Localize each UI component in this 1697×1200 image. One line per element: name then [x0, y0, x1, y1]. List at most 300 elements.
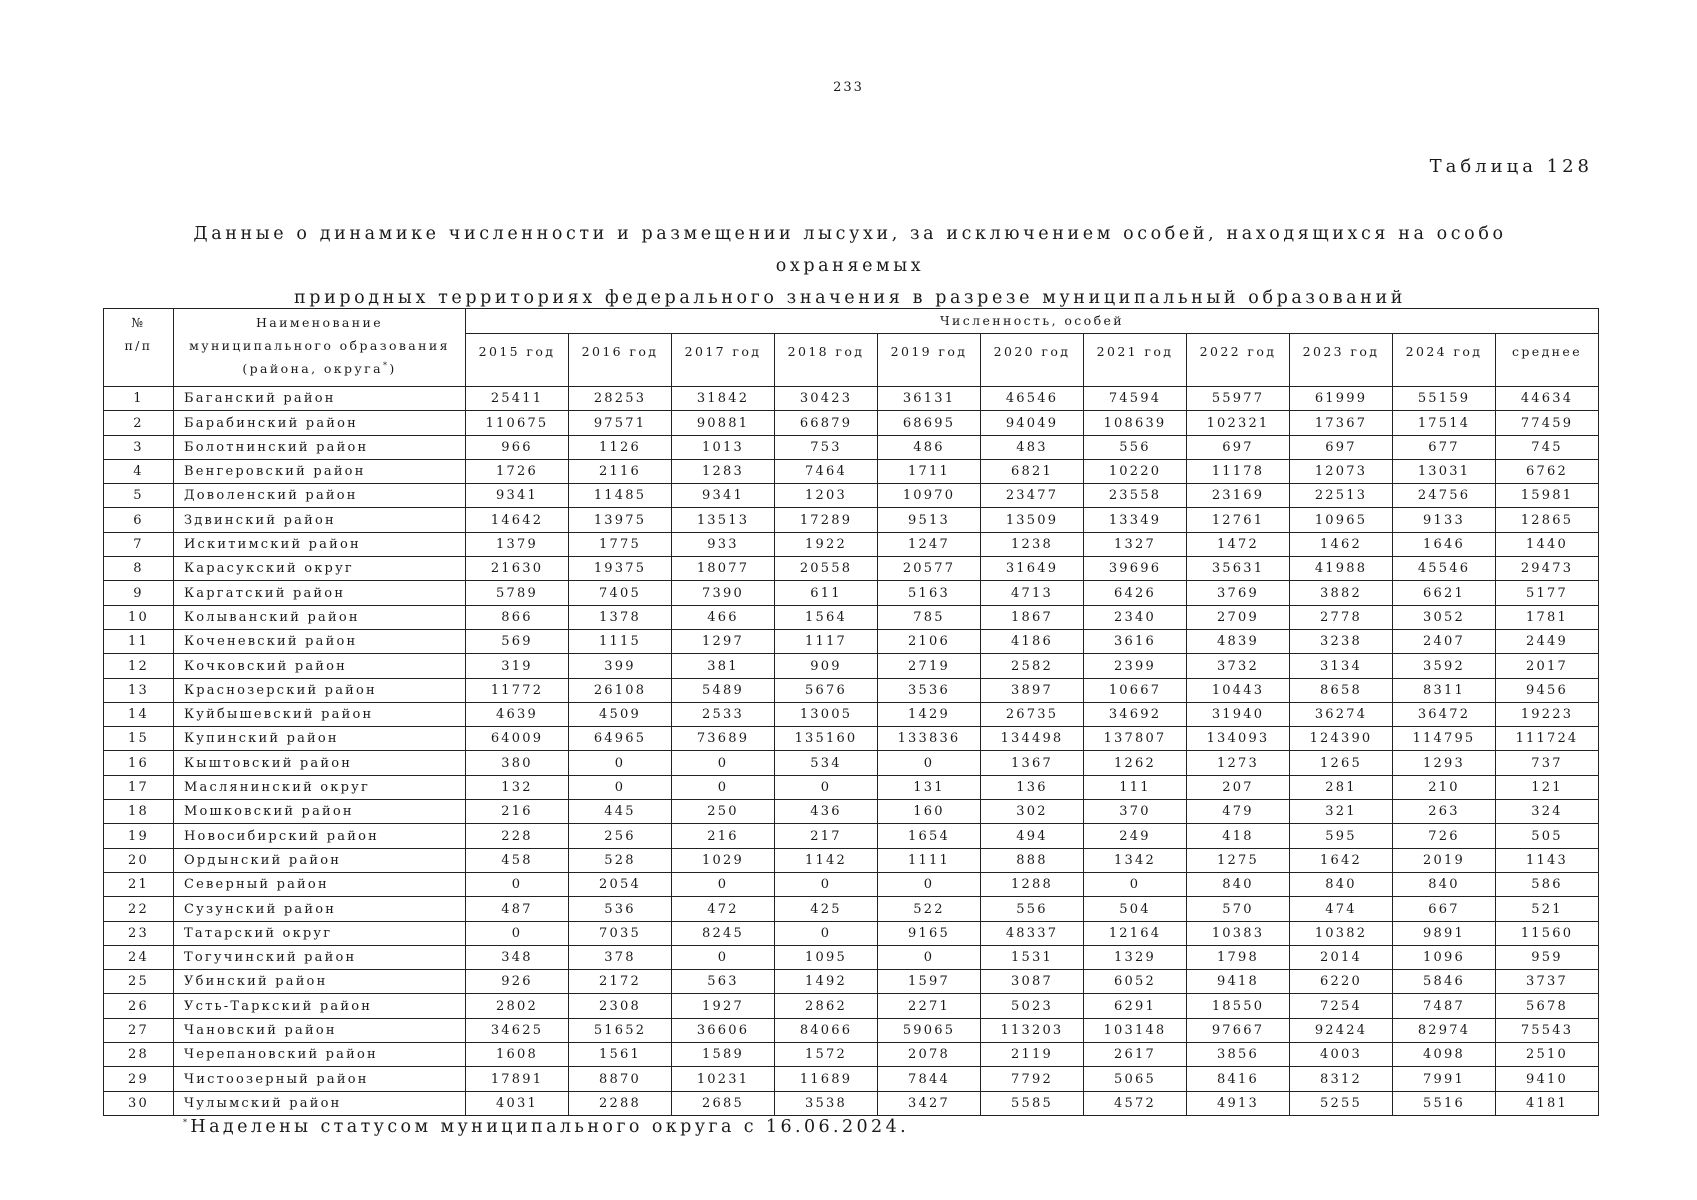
value-cell: 7405	[569, 581, 672, 605]
value-cell: 3882	[1290, 581, 1393, 605]
value-cell: 28253	[569, 387, 672, 411]
value-cell: 1275	[1187, 848, 1290, 872]
value-cell: 726	[1393, 824, 1496, 848]
header-number-pp: п/п	[124, 338, 153, 353]
value-cell: 36274	[1290, 702, 1393, 726]
value-cell: 136	[981, 775, 1084, 799]
value-cell: 45546	[1393, 557, 1496, 581]
value-cell: 13975	[569, 508, 672, 532]
header-population-group: Численность, особей	[466, 309, 1599, 334]
value-cell: 51652	[569, 1018, 672, 1042]
value-cell: 263	[1393, 800, 1496, 824]
value-cell: 2078	[878, 1043, 981, 1067]
value-cell: 1367	[981, 751, 1084, 775]
value-cell: 595	[1290, 824, 1393, 848]
value-cell: 3856	[1187, 1043, 1290, 1067]
table-label: Таблица 128	[1429, 156, 1593, 177]
value-cell: 0	[878, 751, 981, 775]
value-cell: 1095	[775, 945, 878, 969]
value-cell: 1927	[672, 994, 775, 1018]
municipality-name-cell: Чистоозерный район	[174, 1067, 466, 1091]
value-cell: 1726	[466, 459, 569, 483]
value-cell: 10970	[878, 484, 981, 508]
value-cell: 133836	[878, 727, 981, 751]
header-name-line-3	[174, 357, 465, 380]
value-cell: 2054	[569, 872, 672, 896]
row-number-cell: 15	[104, 727, 174, 751]
value-cell: 2719	[878, 654, 981, 678]
row-number-cell: 7	[104, 532, 174, 556]
value-cell: 1646	[1393, 532, 1496, 556]
row-number-cell: 6	[104, 508, 174, 532]
table-row	[104, 459, 1599, 483]
value-cell: 436	[775, 800, 878, 824]
value-cell: 5676	[775, 678, 878, 702]
value-cell: 425	[775, 897, 878, 921]
value-cell: 2106	[878, 629, 981, 653]
value-cell: 472	[672, 897, 775, 921]
value-cell: 10667	[1084, 678, 1187, 702]
value-cell: 113203	[981, 1018, 1084, 1042]
value-cell: 2119	[981, 1043, 1084, 1067]
value-cell: 2172	[569, 970, 672, 994]
value-cell: 667	[1393, 897, 1496, 921]
value-cell: 20558	[775, 557, 878, 581]
value-cell: 2617	[1084, 1043, 1187, 1067]
value-cell: 2116	[569, 459, 672, 483]
value-cell: 1798	[1187, 945, 1290, 969]
value-cell: 2802	[466, 994, 569, 1018]
value-cell: 1265	[1290, 751, 1393, 775]
value-cell: 11178	[1187, 459, 1290, 483]
value-cell: 458	[466, 848, 569, 872]
table-row	[104, 629, 1599, 653]
value-cell: 13513	[672, 508, 775, 532]
municipality-name-cell: Черепановский район	[174, 1043, 466, 1067]
value-cell: 114795	[1393, 727, 1496, 751]
header-name-line-2: муниципального образования	[189, 338, 450, 353]
row-number-cell: 30	[104, 1091, 174, 1115]
value-cell: 2778	[1290, 605, 1393, 629]
value-cell: 8311	[1393, 678, 1496, 702]
value-cell: 1597	[878, 970, 981, 994]
value-cell: 2862	[775, 994, 878, 1018]
value-cell: 1775	[569, 532, 672, 556]
municipality-name-cell: Чулымский район	[174, 1091, 466, 1115]
value-cell: 110675	[466, 411, 569, 435]
value-cell: 59065	[878, 1018, 981, 1042]
row-number-cell: 25	[104, 970, 174, 994]
value-cell: 250	[672, 800, 775, 824]
value-cell: 0	[466, 872, 569, 896]
header-number-symbol: №	[131, 315, 146, 330]
value-cell: 4639	[466, 702, 569, 726]
value-cell: 26735	[981, 702, 1084, 726]
value-cell: 21630	[466, 557, 569, 581]
value-cell: 1013	[672, 435, 775, 459]
municipality-name-cell: Северный район	[174, 872, 466, 896]
table-row	[104, 581, 1599, 605]
table-row	[104, 605, 1599, 629]
average-cell: 9410	[1496, 1067, 1599, 1091]
value-cell: 2019	[1393, 848, 1496, 872]
value-cell: 1238	[981, 532, 1084, 556]
value-cell: 31940	[1187, 702, 1290, 726]
value-cell: 1589	[672, 1043, 775, 1067]
value-cell: 13349	[1084, 508, 1187, 532]
value-cell: 10231	[672, 1067, 775, 1091]
value-cell: 5065	[1084, 1067, 1187, 1091]
value-cell: 24756	[1393, 484, 1496, 508]
value-cell: 753	[775, 435, 878, 459]
value-cell: 10383	[1187, 921, 1290, 945]
average-cell: 1440	[1496, 532, 1599, 556]
value-cell: 0	[775, 872, 878, 896]
average-cell: 77459	[1496, 411, 1599, 435]
value-cell: 0	[672, 775, 775, 799]
value-cell: 5516	[1393, 1091, 1496, 1115]
value-cell: 1329	[1084, 945, 1187, 969]
value-cell: 3427	[878, 1091, 981, 1115]
value-cell: 0	[672, 945, 775, 969]
average-cell: 11560	[1496, 921, 1599, 945]
value-cell: 381	[672, 654, 775, 678]
value-cell: 8312	[1290, 1067, 1393, 1091]
value-cell: 1711	[878, 459, 981, 483]
value-cell: 1378	[569, 605, 672, 629]
average-cell: 2017	[1496, 654, 1599, 678]
value-cell: 31649	[981, 557, 1084, 581]
table-row	[104, 411, 1599, 435]
table-row	[104, 1091, 1599, 1115]
value-cell: 7254	[1290, 994, 1393, 1018]
value-cell: 17367	[1290, 411, 1393, 435]
value-cell: 11485	[569, 484, 672, 508]
municipality-name-cell: Ордынский район	[174, 848, 466, 872]
value-cell: 26108	[569, 678, 672, 702]
average-cell: 75543	[1496, 1018, 1599, 1042]
value-cell: 160	[878, 800, 981, 824]
value-cell: 249	[1084, 824, 1187, 848]
value-cell: 302	[981, 800, 1084, 824]
table-row	[104, 654, 1599, 678]
value-cell: 909	[775, 654, 878, 678]
value-cell: 2271	[878, 994, 981, 1018]
value-cell: 0	[569, 751, 672, 775]
value-cell: 23558	[1084, 484, 1187, 508]
table-row	[104, 1018, 1599, 1042]
average-cell: 959	[1496, 945, 1599, 969]
municipality-name-cell: Маслянинский округ	[174, 775, 466, 799]
footnote	[183, 1117, 909, 1137]
value-cell: 256	[569, 824, 672, 848]
value-cell: 8658	[1290, 678, 1393, 702]
value-cell: 207	[1187, 775, 1290, 799]
header-year: 2021 год	[1084, 334, 1187, 387]
table-row	[104, 532, 1599, 556]
value-cell: 8870	[569, 1067, 672, 1091]
value-cell: 2582	[981, 654, 1084, 678]
value-cell: 1096	[1393, 945, 1496, 969]
value-cell: 74594	[1084, 387, 1187, 411]
value-cell: 1262	[1084, 751, 1187, 775]
municipality-name-cell: Венгеровский район	[174, 459, 466, 483]
table-title	[140, 218, 1560, 314]
value-cell: 1654	[878, 824, 981, 848]
row-number-cell: 8	[104, 557, 174, 581]
value-cell: 64009	[466, 727, 569, 751]
value-cell: 348	[466, 945, 569, 969]
value-cell: 2288	[569, 1091, 672, 1115]
population-table	[103, 308, 1599, 1116]
average-cell: 745	[1496, 435, 1599, 459]
value-cell: 97571	[569, 411, 672, 435]
table-row	[104, 800, 1599, 824]
value-cell: 20577	[878, 557, 981, 581]
value-cell: 13509	[981, 508, 1084, 532]
value-cell: 1922	[775, 532, 878, 556]
value-cell: 46546	[981, 387, 1084, 411]
average-cell: 5177	[1496, 581, 1599, 605]
value-cell: 68695	[878, 411, 981, 435]
value-cell: 228	[466, 824, 569, 848]
value-cell: 697	[1187, 435, 1290, 459]
value-cell: 8245	[672, 921, 775, 945]
value-cell: 210	[1393, 775, 1496, 799]
value-cell: 840	[1393, 872, 1496, 896]
value-cell: 1561	[569, 1043, 672, 1067]
value-cell: 13005	[775, 702, 878, 726]
value-cell: 6291	[1084, 994, 1187, 1018]
header-year: 2020 год	[981, 334, 1084, 387]
value-cell: 132	[466, 775, 569, 799]
value-cell: 23477	[981, 484, 1084, 508]
value-cell: 5585	[981, 1091, 1084, 1115]
value-cell: 19375	[569, 557, 672, 581]
value-cell: 3769	[1187, 581, 1290, 605]
value-cell: 3238	[1290, 629, 1393, 653]
value-cell: 11689	[775, 1067, 878, 1091]
municipality-name-cell: Новосибирский район	[174, 824, 466, 848]
average-cell: 1143	[1496, 848, 1599, 872]
average-cell: 19223	[1496, 702, 1599, 726]
page-number: 233	[833, 80, 864, 95]
value-cell: 34625	[466, 1018, 569, 1042]
value-cell: 570	[1187, 897, 1290, 921]
value-cell: 11772	[466, 678, 569, 702]
value-cell: 9341	[466, 484, 569, 508]
value-cell: 34692	[1084, 702, 1187, 726]
table-row	[104, 824, 1599, 848]
table-row	[104, 945, 1599, 969]
row-number-cell: 2	[104, 411, 174, 435]
value-cell: 1564	[775, 605, 878, 629]
value-cell: 785	[878, 605, 981, 629]
value-cell: 25411	[466, 387, 569, 411]
value-cell: 30423	[775, 387, 878, 411]
value-cell: 36472	[1393, 702, 1496, 726]
value-cell: 90881	[672, 411, 775, 435]
municipality-name-cell: Колыванский район	[174, 605, 466, 629]
value-cell: 4003	[1290, 1043, 1393, 1067]
table-row	[104, 702, 1599, 726]
value-cell: 4509	[569, 702, 672, 726]
value-cell: 2533	[672, 702, 775, 726]
value-cell: 12761	[1187, 508, 1290, 532]
value-cell: 0	[1084, 872, 1187, 896]
value-cell: 281	[1290, 775, 1393, 799]
table-row	[104, 848, 1599, 872]
value-cell: 4713	[981, 581, 1084, 605]
value-cell: 697	[1290, 435, 1393, 459]
municipality-name-cell: Кочковский район	[174, 654, 466, 678]
municipality-name-cell: Коченевский район	[174, 629, 466, 653]
value-cell: 866	[466, 605, 569, 629]
value-cell: 536	[569, 897, 672, 921]
row-number-cell: 17	[104, 775, 174, 799]
value-cell: 840	[1290, 872, 1393, 896]
municipality-name-cell: Карасукский округ	[174, 557, 466, 581]
value-cell: 0	[878, 872, 981, 896]
value-cell: 9418	[1187, 970, 1290, 994]
value-cell: 1203	[775, 484, 878, 508]
table-row	[104, 775, 1599, 799]
value-cell: 888	[981, 848, 1084, 872]
value-cell: 1642	[1290, 848, 1393, 872]
table-row	[104, 1043, 1599, 1067]
value-cell: 0	[878, 945, 981, 969]
average-cell: 12865	[1496, 508, 1599, 532]
value-cell: 2014	[1290, 945, 1393, 969]
value-cell: 0	[569, 775, 672, 799]
value-cell: 2308	[569, 994, 672, 1018]
value-cell: 14642	[466, 508, 569, 532]
table-row	[104, 435, 1599, 459]
header-name-line-3-end: )	[389, 361, 397, 376]
row-number-cell: 28	[104, 1043, 174, 1067]
value-cell: 534	[775, 751, 878, 775]
value-cell: 66879	[775, 411, 878, 435]
value-cell: 7390	[672, 581, 775, 605]
value-cell: 569	[466, 629, 569, 653]
value-cell: 1126	[569, 435, 672, 459]
row-number-cell: 12	[104, 654, 174, 678]
value-cell: 5255	[1290, 1091, 1393, 1115]
header-year: 2024 год	[1393, 334, 1496, 387]
value-cell: 0	[775, 775, 878, 799]
value-cell: 48337	[981, 921, 1084, 945]
value-cell: 522	[878, 897, 981, 921]
header-year: 2017 год	[672, 334, 775, 387]
value-cell: 6621	[1393, 581, 1496, 605]
average-cell: 29473	[1496, 557, 1599, 581]
title-line-1: Данные о динамике численности и размещении лысухи, за исключением особей, находящихся на особо охраняемых	[193, 224, 1507, 276]
value-cell: 486	[878, 435, 981, 459]
value-cell: 3536	[878, 678, 981, 702]
average-cell: 5678	[1496, 994, 1599, 1018]
table-row	[104, 727, 1599, 751]
header-year: 2016 год	[569, 334, 672, 387]
value-cell: 2709	[1187, 605, 1290, 629]
value-cell: 3616	[1084, 629, 1187, 653]
value-cell: 6821	[981, 459, 1084, 483]
value-cell: 2399	[1084, 654, 1187, 678]
value-cell: 216	[672, 824, 775, 848]
value-cell: 124390	[1290, 727, 1393, 751]
value-cell: 321	[1290, 800, 1393, 824]
value-cell: 474	[1290, 897, 1393, 921]
value-cell: 35631	[1187, 557, 1290, 581]
value-cell: 563	[672, 970, 775, 994]
value-cell: 9165	[878, 921, 981, 945]
municipality-name-cell: Убинский район	[174, 970, 466, 994]
table-row	[104, 872, 1599, 896]
value-cell: 483	[981, 435, 1084, 459]
average-cell: 9456	[1496, 678, 1599, 702]
row-number-cell: 14	[104, 702, 174, 726]
municipality-name-cell: Здвинский район	[174, 508, 466, 532]
row-number-cell: 4	[104, 459, 174, 483]
header-year: 2022 год	[1187, 334, 1290, 387]
value-cell: 55159	[1393, 387, 1496, 411]
value-cell: 0	[466, 921, 569, 945]
row-number-cell: 18	[104, 800, 174, 824]
value-cell: 9891	[1393, 921, 1496, 945]
value-cell: 17891	[466, 1067, 569, 1091]
value-cell: 1462	[1290, 532, 1393, 556]
value-cell: 1111	[878, 848, 981, 872]
footnote-mark: *	[183, 1118, 191, 1128]
value-cell: 31842	[672, 387, 775, 411]
value-cell: 103148	[1084, 1018, 1187, 1042]
municipality-name-cell: Кыштовский район	[174, 751, 466, 775]
value-cell: 556	[981, 897, 1084, 921]
value-cell: 1572	[775, 1043, 878, 1067]
table-row	[104, 994, 1599, 1018]
title-line-2: природных территориях федерального значения в разрезе муниципальный образований	[294, 288, 1406, 308]
value-cell: 4186	[981, 629, 1084, 653]
value-cell: 217	[775, 824, 878, 848]
row-number-cell: 5	[104, 484, 174, 508]
average-cell: 15981	[1496, 484, 1599, 508]
municipality-name-cell: Татарский округ	[174, 921, 466, 945]
value-cell: 926	[466, 970, 569, 994]
value-cell: 611	[775, 581, 878, 605]
value-cell: 1379	[466, 532, 569, 556]
value-cell: 3897	[981, 678, 1084, 702]
value-cell: 6220	[1290, 970, 1393, 994]
average-cell: 324	[1496, 800, 1599, 824]
municipality-name-cell: Барабинский район	[174, 411, 466, 435]
row-number-cell: 20	[104, 848, 174, 872]
average-cell: 44634	[1496, 387, 1599, 411]
header-number	[104, 309, 174, 387]
header-year: 2023 год	[1290, 334, 1393, 387]
value-cell: 3592	[1393, 654, 1496, 678]
value-cell: 2407	[1393, 629, 1496, 653]
municipality-name-cell: Чановский район	[174, 1018, 466, 1042]
value-cell: 378	[569, 945, 672, 969]
value-cell: 0	[672, 872, 775, 896]
table-row	[104, 1067, 1599, 1091]
value-cell: 1342	[1084, 848, 1187, 872]
value-cell: 7464	[775, 459, 878, 483]
value-cell: 3052	[1393, 605, 1496, 629]
header-name-line-1: Наименование	[255, 315, 383, 330]
value-cell: 1429	[878, 702, 981, 726]
average-cell: 111724	[1496, 727, 1599, 751]
average-cell: 2449	[1496, 629, 1599, 653]
